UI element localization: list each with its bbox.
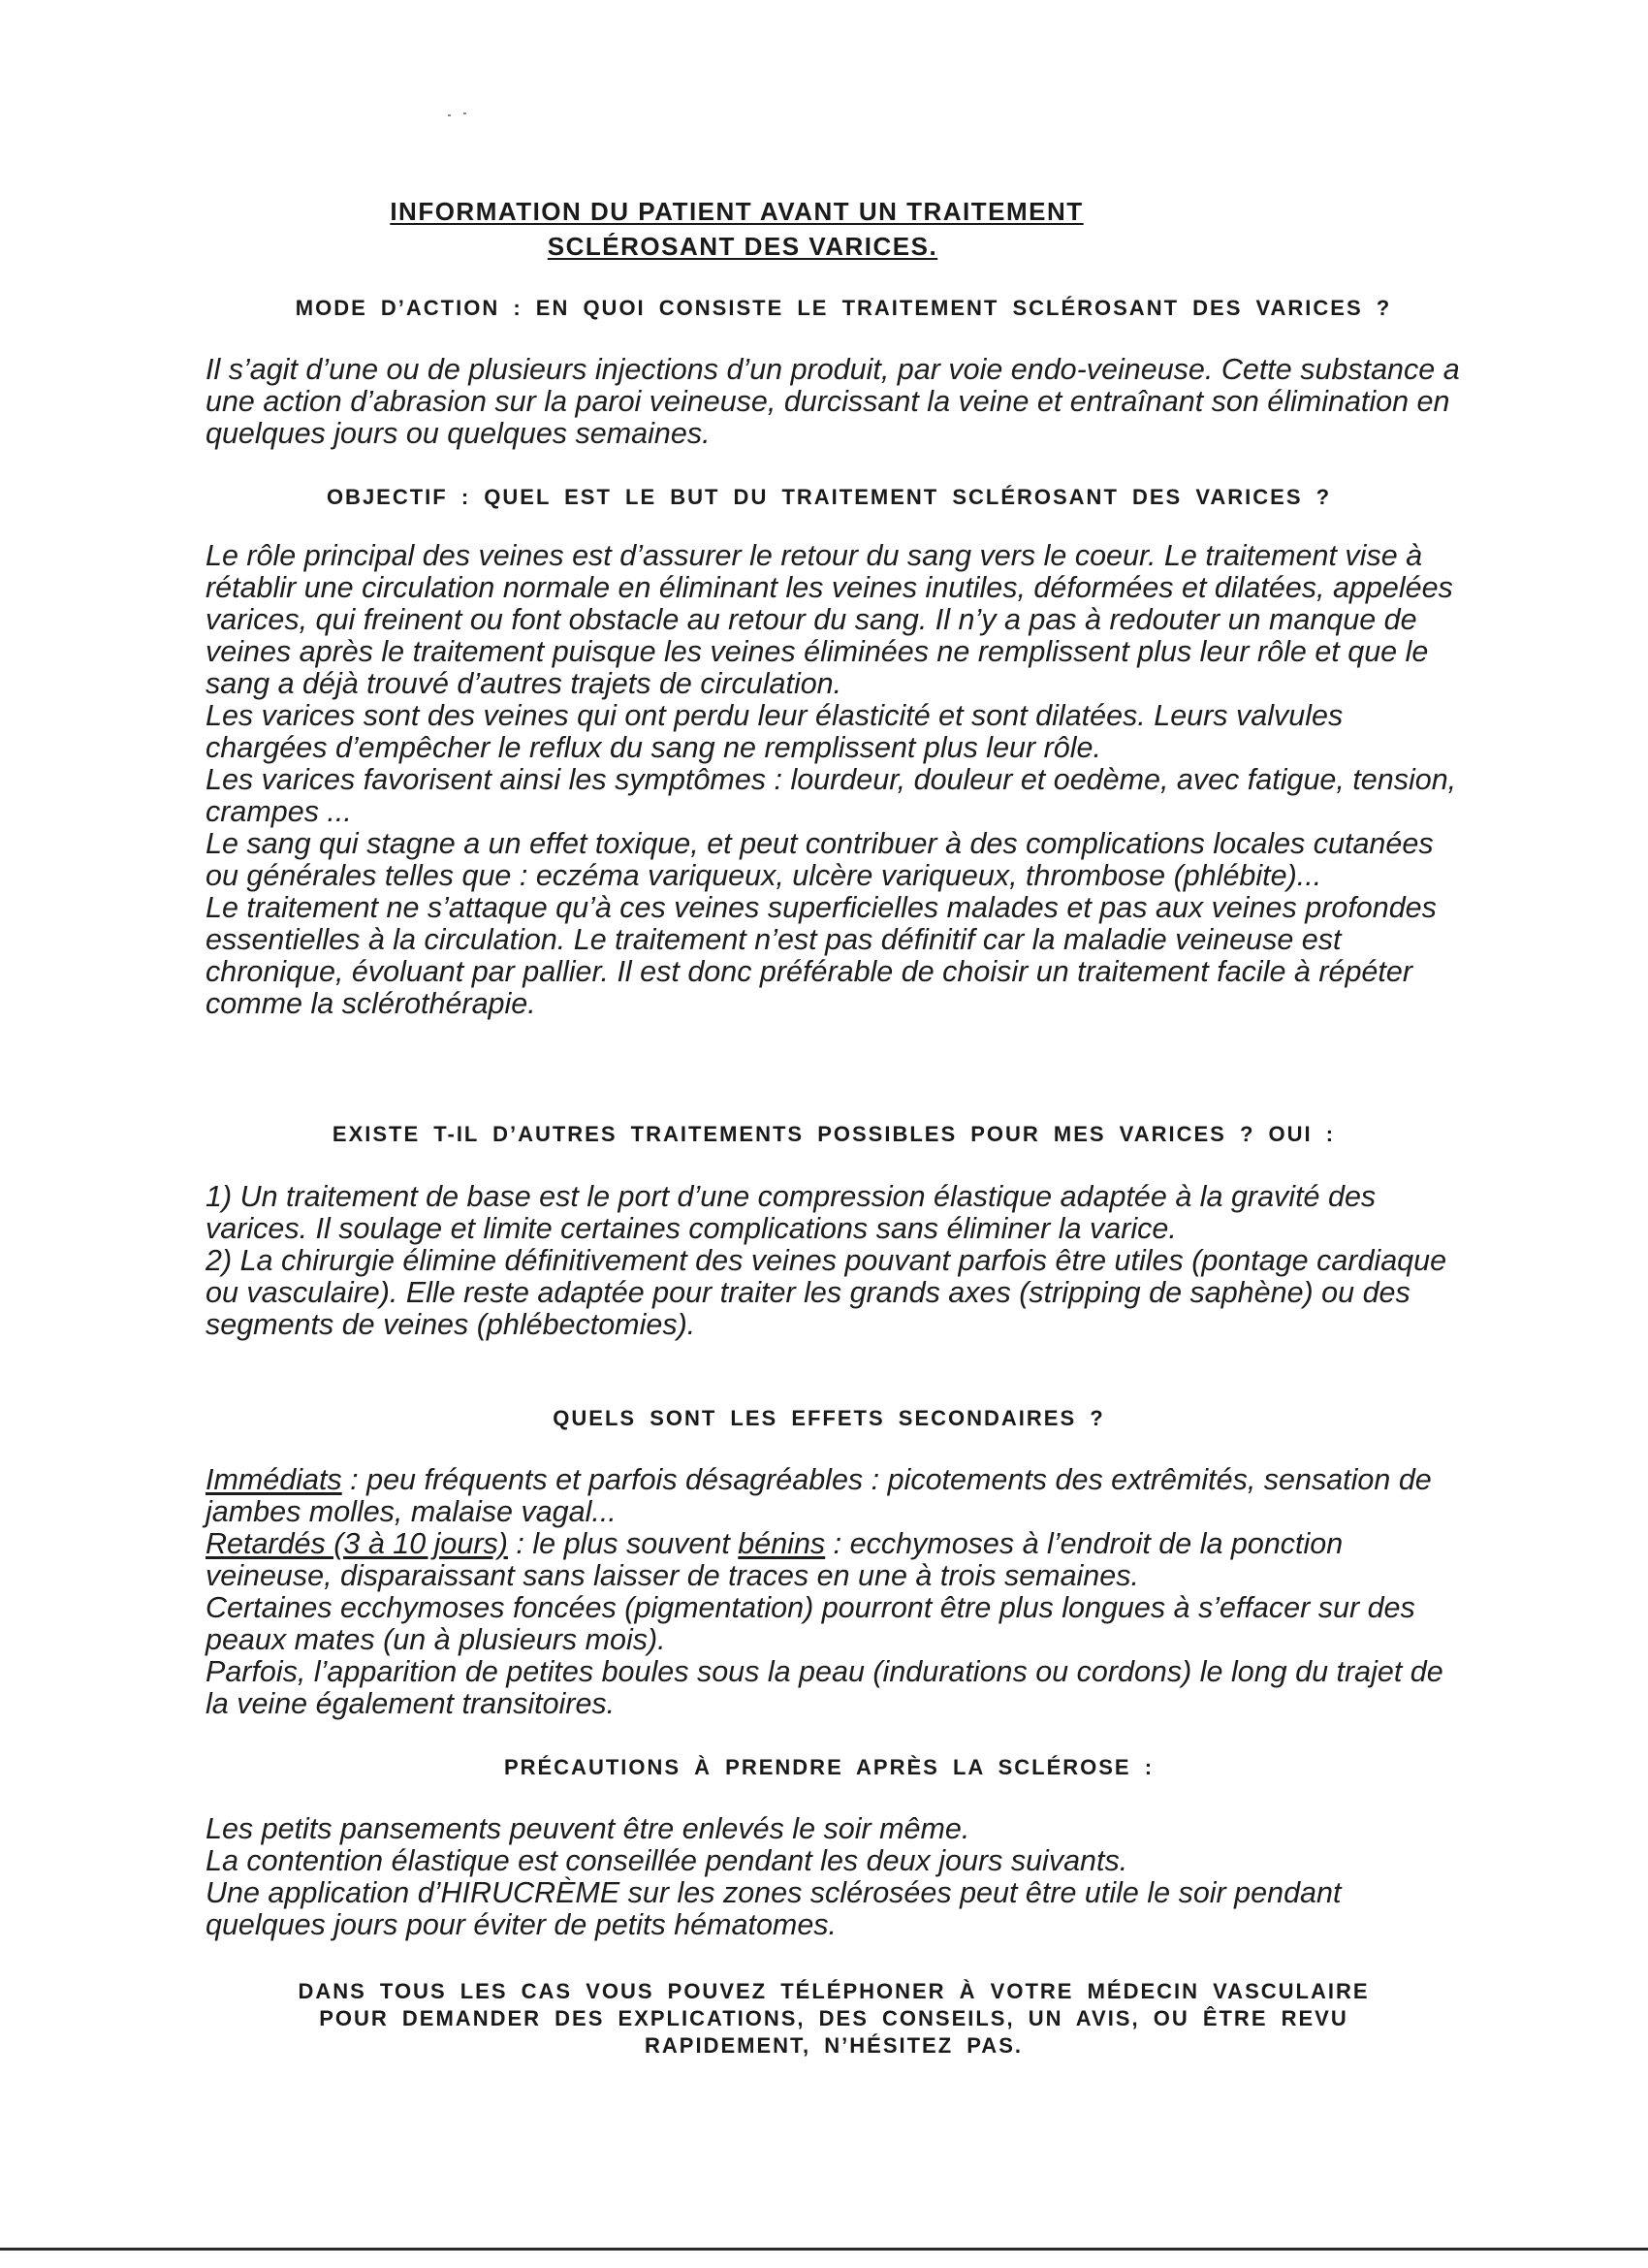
- section-heading-autres-traitements: EXISTE T-IL D’AUTRES TRAITEMENTS POSSIBLES POUR MES VARICES ? OUI :: [332, 1122, 1336, 1146]
- paragraph: La contention élastique est conseillée pendant les deux jours suivants.: [206, 1844, 1128, 1877]
- footer-line-1: DANS TOUS LES CAS VOUS POUVEZ TÉLÉPHONER À VOTRE MÉDECIN VASCULAIRE: [298, 1979, 1370, 2003]
- paragraph: Le rôle principal des veines est d’assurer le retour du sang vers le coeur. Le traitement vise à rétablir une circulation normale en éliminant les veines inutiles, déformées et dilatées, appelées varices, qui freinent ou font obstacle au retour du sang. Il n’y a pas à redouter un manque de veines après le traitement puisque les veines éliminées ne remplissent plus leur rôle et que le sang a déjà trouvé d’autres trajets de circulation.: [206, 539, 1453, 700]
- footer-line-2: POUR DEMANDER DES EXPLICATIONS, DES CONSEILS, UN AVIS, OU ÊTRE REVU: [319, 2006, 1348, 2030]
- title-line-1: INFORMATION DU PATIENT AVANT UN TRAITEMENT: [390, 197, 1084, 226]
- document-title: [0, 194, 1474, 264]
- section-body-effets-secondaires: [206, 1464, 1466, 1720]
- benins-label: bénins: [738, 1527, 826, 1560]
- section-body-autres-traitements: [206, 1181, 1466, 1341]
- paragraph: Parfois, l’apparition de petites boules sous la peau (indurations ou cordons) le long du trajet de la veine également transitoires.: [206, 1655, 1443, 1720]
- paragraph: Il s’agit d’une ou de plusieurs injections d’un produit, par voie endo-veineuse. Cette substance a une action d’abrasion sur la paroi veineuse, durcissant la veine et entraînant son élimination en quelques jours ou quelques semaines.: [206, 353, 1460, 450]
- section-body-objectif: [206, 540, 1466, 1020]
- immediats-label: Immédiats: [206, 1463, 342, 1496]
- paragraph: 2) La chirurgie élimine définitivement des veines pouvant parfois être utiles (pontage cardiaque ou vasculaire). Elle reste adaptée pour traiter les grands axes (stripping de saphène) ou des segments de veines (phlébectomies).: [206, 1244, 1447, 1341]
- section-heading-mode-action: MODE D’ACTION : EN QUOI CONSISTE LE TRAITEMENT SCLÉROSANT DES VARICES ?: [295, 296, 1392, 320]
- scan-speck: [463, 112, 466, 114]
- paragraph: Le traitement ne s’attaque qu’à ces veines superficielles malades et pas aux veines profondes essentielles à la circulation. Le traitement n’est pas définitif car la maladie veineuse est chronique, évoluant par pallier. Il est donc préférable de choisir un traitement facile à répéter comme la sclérothérapie.: [206, 891, 1437, 1020]
- retardes-text: : ecchymoses à l’endroit de la ponction veineuse, disparaissant sans laisser de traces en une à trois semaines.: [206, 1527, 1344, 1592]
- section-body-precautions: [206, 1813, 1466, 1941]
- paragraph: Certaines ecchymoses foncées (pigmentation) pourront être plus longues à s’effacer sur des peaux mates (un à plusieurs mois).: [206, 1591, 1415, 1656]
- paragraph: Les petits pansements peuvent être enlevés le soir même.: [206, 1812, 970, 1845]
- section-body-mode-action: [206, 354, 1466, 450]
- footer-line-3: RAPIDEMENT, N’HÉSITEZ PAS.: [645, 2033, 1023, 2058]
- paragraph: Une application d’HIRUCRÈME sur les zones sclérosées peut être utile le soir pendant quelques jours pour éviter de petits hématomes.: [206, 1876, 1342, 1941]
- title-line-2: SCLÉROSANT DES VARICES.: [547, 232, 938, 261]
- scan-edge-line: [0, 2248, 1648, 2251]
- paragraph: Le sang qui stagne a un effet toxique, et peut contribuer à des complications locales cutanées ou générales telles que : eczéma variqueux, ulcère variqueux, thrombose (phlébite)...: [206, 827, 1434, 892]
- section-heading-effets-secondaires: QUELS SONT LES EFFETS SECONDAIRES ?: [553, 1406, 1105, 1430]
- paragraph: 1) Un traitement de base est le port d’une compression élastique adaptée à la gravité des varices. Il soulage et limite certaines complications sans éliminer la varice.: [206, 1180, 1377, 1245]
- scan-speck: [448, 114, 451, 116]
- section-heading-precautions: PRÉCAUTIONS À PRENDRE APRÈS LA SCLÉROSE :: [503, 1755, 1155, 1779]
- paragraph: Les varices favorisent ainsi les symptômes : lourdeur, douleur et oedème, avec fatigue, tension, crampes ...: [206, 763, 1457, 828]
- retardes-mid: : le plus souvent: [507, 1527, 739, 1560]
- paragraph-immediats: [206, 1464, 1466, 1528]
- paragraph-retardes: [206, 1528, 1466, 1592]
- immediats-text: : peu fréquents et parfois désagréables : picotements des extrêmités, sensation de jambes molles, malaise vagal...: [206, 1463, 1432, 1528]
- retardes-label: Retardés (3 à 10 jours): [206, 1527, 508, 1560]
- paragraph: Les varices sont des veines qui ont perdu leur élasticité et sont dilatées. Leurs valvules chargées d’empêcher le reflux du sang ne remplissent plus leur rôle.: [206, 699, 1344, 764]
- section-heading-objectif: OBJECTIF : QUEL EST LE BUT DU TRAITEMENT SCLÉROSANT DES VARICES ?: [326, 485, 1332, 509]
- footer-notice: [0, 1978, 1648, 2060]
